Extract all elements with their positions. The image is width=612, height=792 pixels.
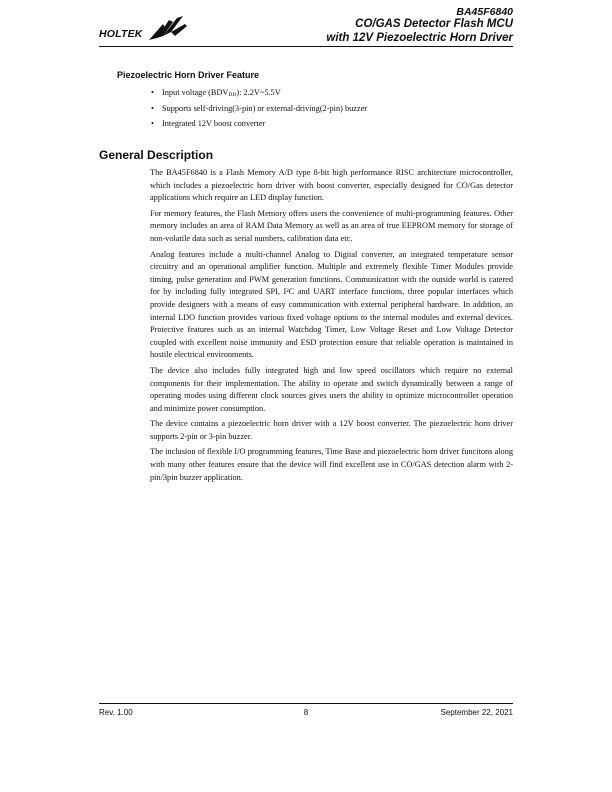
paragraph: The BA45F6840 is a Flash Memory A/D type 8-bit high performance RISC architecture microcontroller, which includes a piezoelectric horn driver with boost converter, especially designed for CO/Gas detector applications which require an LED display function. [150,168,513,203]
paragraph: The device contains a piezoelectric horn driver with a 12V boost converter. The piezoelectric horn driver supports 2-pin or 3-pin buzzer. [150,419,513,441]
part-number: BA45F6840 [456,6,513,18]
list-item: • Supports self-driving(3-pin) or external-driving(2-pin) buzzer [151,103,368,113]
header-divider [99,46,513,47]
logo-wordmark: HOLTEK [99,28,143,40]
document-title-block [326,6,513,45]
page-header [99,0,513,46]
page-number: 8 [303,708,309,717]
document-title-line2: with 12V Piezoelectric Horn Driver [326,32,513,44]
bullet-icon: • [151,119,154,128]
holtek-bird-icon [147,14,187,44]
general-description-body [150,167,513,487]
revision-label: Rev. 1.00 [99,708,133,717]
bullet-icon: • [151,103,154,113]
holtek-logo [99,14,189,44]
footer-divider [99,703,513,704]
feature-list [149,88,367,135]
list-item: • Input voltage (BDVDD): 2.2V~5.5V [151,88,281,98]
bullet-icon: • [151,88,154,97]
paragraph: The device also includes fully integrated high and low speed oscillators which require no external components for their implementation. The ability to operate and switch dynamically between a range of operating modes using different clock sources gives users the ability to optimize microcontroller operation and minimize power consumption. [150,365,513,413]
feature-heading: Piezoelectric Horn Driver Feature [117,70,260,80]
publication-date: September 22, 2021 [440,708,513,717]
list-item: • Integrated 12V boost converter [151,119,266,128]
section-title: General Description [99,148,214,162]
document-title-line1: CO/GAS Detector Flash MCU [355,18,513,30]
paragraph: Analog features include a multi-channel Analog to Digital converter, an integrated temperature sensor circuitry and an operational amplifier function. Multiple and extremely flexible Timer Modules provide timing, pulse generation and PWM generation functions. Communication with the outside world is catered for by including fully integrated SPI, I²C and UART interface functions, three popular interfaces which provide designers with a means of easy communication with external peripheral hardware. In addition, an internal LDO function provides various fixed voltage options to the internal modules and external devices. Protective features such as an internal Watchdog Timer, Low Voltage Reset and Low Voltage Detector coupled with excellent noise immunity and ESD protection ensure that reliable operation is maintained in hostile electrical environments. [150,249,513,360]
paragraph: The inclusion of flexible I/O programming features, Time Base and piezoelectric horn driver funcitons along with many other features ensure that the device will find excellent use in CO/GAS detection alarm with 2-pin/3pin buzzer application. [150,447,513,482]
paragraph: For memory features, the Flash Memory offers users the convenience of multi-programming features. Other memory includes an area of RAM Data Memory as well as an area of true EEPROM memory for storage of non-volatile data such as serial numbers, calibration data etc. [150,208,513,243]
